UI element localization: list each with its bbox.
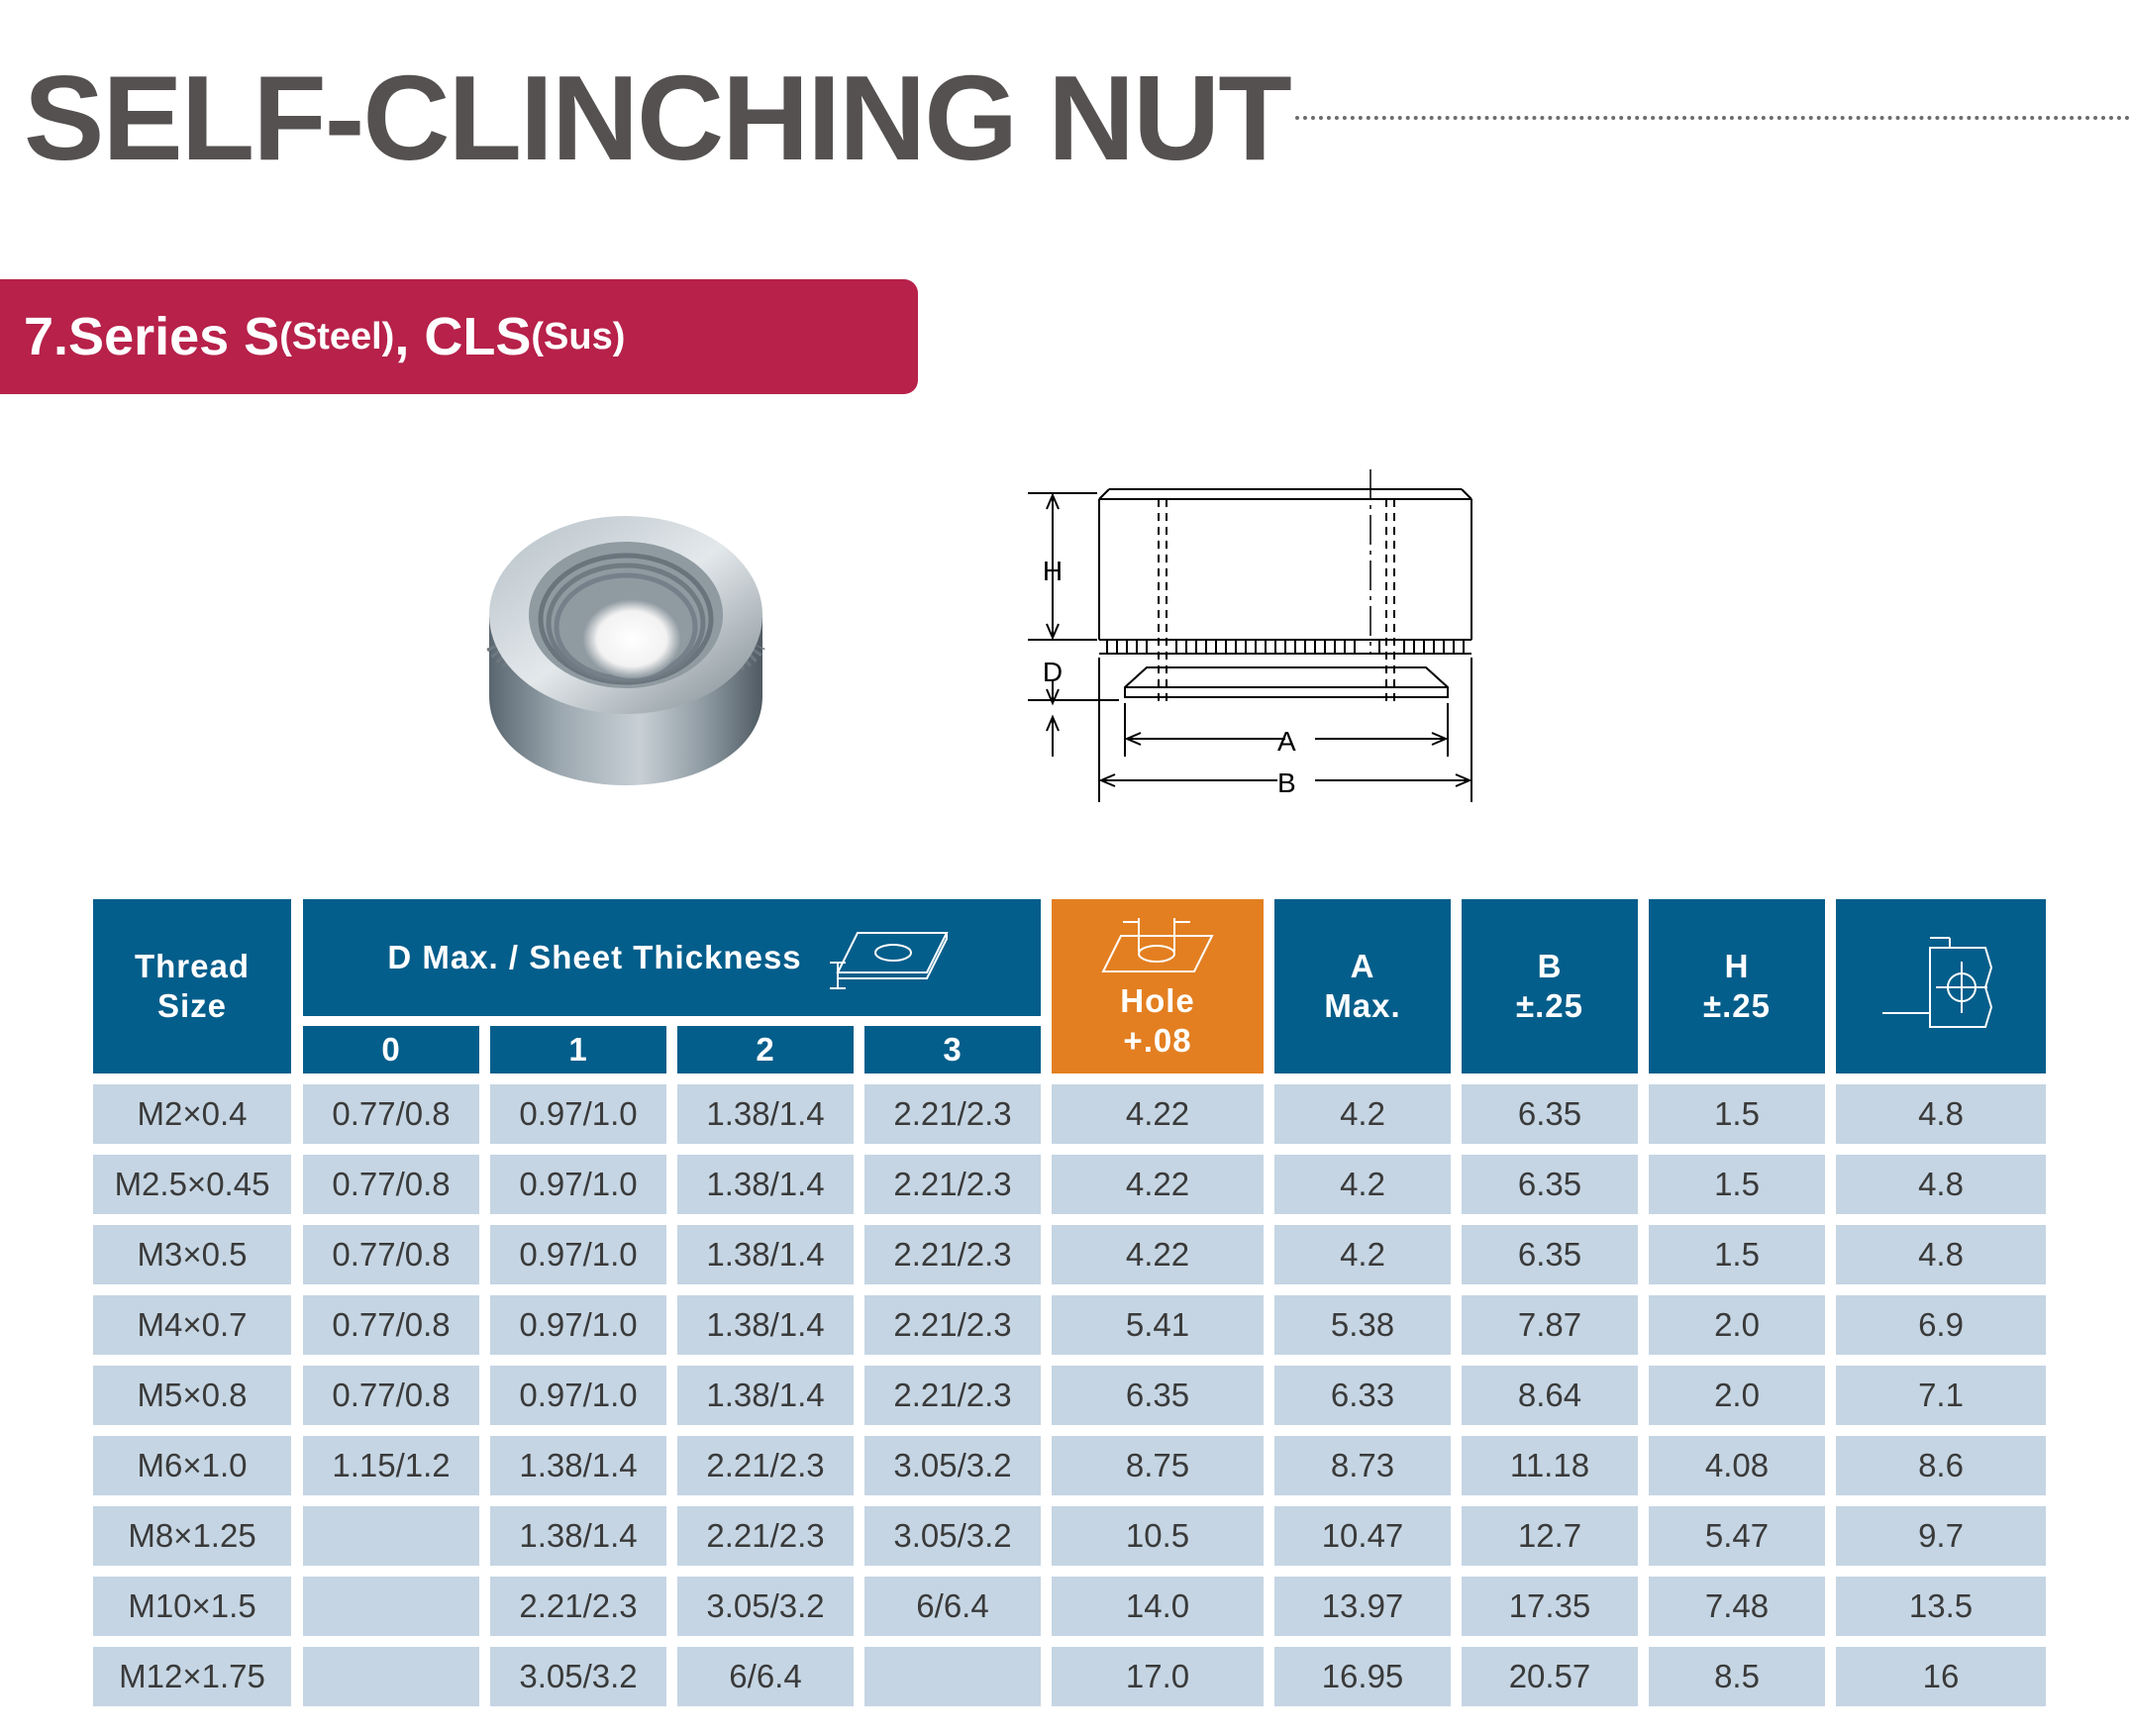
cell-thread-size: M4×0.7 bbox=[93, 1295, 291, 1355]
header-b-line1: B bbox=[1537, 948, 1563, 985]
cell-thread-size: M5×0.8 bbox=[93, 1366, 291, 1425]
cell-thread-size: M2×0.4 bbox=[93, 1084, 291, 1144]
cell-h: 4.08 bbox=[1649, 1436, 1825, 1495]
cell-h: 2.0 bbox=[1649, 1295, 1825, 1355]
cell-dmax-3: 2.21/2.3 bbox=[864, 1225, 1041, 1284]
cell-h: 7.48 bbox=[1649, 1577, 1825, 1636]
header-thread-line1: Thread bbox=[134, 948, 251, 985]
cell-dmax-3: 2.21/2.3 bbox=[864, 1295, 1041, 1355]
cell-dmax-1: 0.97/1.0 bbox=[490, 1295, 666, 1355]
cell-dmax-1: 3.05/3.2 bbox=[490, 1647, 666, 1706]
section-banner bbox=[0, 279, 918, 394]
header-code-0: 0 bbox=[303, 1026, 479, 1073]
cell-hole: 10.5 bbox=[1052, 1506, 1264, 1566]
cell-thread-size: M8×1.25 bbox=[93, 1506, 291, 1566]
cell-dmax-1: 0.97/1.0 bbox=[490, 1366, 666, 1425]
cell-hole: 17.0 bbox=[1052, 1647, 1264, 1706]
cell-h: 8.5 bbox=[1649, 1647, 1825, 1706]
header-thread-size bbox=[93, 899, 291, 1073]
cell-dmax-1: 2.21/2.3 bbox=[490, 1577, 666, 1636]
cell-b: 8.64 bbox=[1462, 1366, 1638, 1425]
cell-a-max: 16.95 bbox=[1274, 1647, 1451, 1706]
header-dmax-label: D Max. / Sheet Thickness bbox=[387, 939, 802, 976]
cell-dmax-2: 2.21/2.3 bbox=[677, 1436, 854, 1495]
cell-a-max: 4.2 bbox=[1274, 1084, 1451, 1144]
cell-dmax-1: 0.97/1.0 bbox=[490, 1084, 666, 1144]
section-steel-note: (Steel) bbox=[279, 315, 395, 357]
cell-dmax-0: 1.15/1.2 bbox=[303, 1436, 479, 1495]
cell-hole: 4.22 bbox=[1052, 1155, 1264, 1214]
cell-dmax-2: 6/6.4 bbox=[677, 1647, 854, 1706]
cell-dmax-0 bbox=[303, 1577, 479, 1636]
cell-dmax-0: 0.77/0.8 bbox=[303, 1225, 479, 1284]
cell-thread-size: M3×0.5 bbox=[93, 1225, 291, 1284]
cell-b: 6.35 bbox=[1462, 1155, 1638, 1214]
cell-dmax-2: 1.38/1.4 bbox=[677, 1225, 854, 1284]
cell-b: 11.18 bbox=[1462, 1436, 1638, 1495]
label-d: D bbox=[1042, 657, 1064, 687]
header-a-max bbox=[1274, 899, 1451, 1073]
cell-b: 6.35 bbox=[1462, 1225, 1638, 1284]
cell-dmax-3: 3.05/3.2 bbox=[864, 1506, 1041, 1566]
cell-a-max: 10.47 bbox=[1274, 1506, 1451, 1566]
cell-b: 12.7 bbox=[1462, 1506, 1638, 1566]
cell-dmax-0 bbox=[303, 1647, 479, 1706]
cell-h: 2.0 bbox=[1649, 1366, 1825, 1425]
mounting-hole-icon bbox=[1093, 912, 1222, 981]
cell-h: 1.5 bbox=[1649, 1225, 1825, 1284]
header-h-line2: ±.25 bbox=[1703, 987, 1771, 1024]
cell-edge-distance: 16 bbox=[1836, 1647, 2046, 1706]
cell-dmax-3: 2.21/2.3 bbox=[864, 1366, 1041, 1425]
cell-dmax-2: 1.38/1.4 bbox=[677, 1084, 854, 1144]
header-hole bbox=[1052, 899, 1264, 1073]
cell-dmax-0 bbox=[303, 1506, 479, 1566]
cell-dmax-2: 2.21/2.3 bbox=[677, 1506, 854, 1566]
cell-dmax-2: 1.38/1.4 bbox=[677, 1295, 854, 1355]
section-separator: , CLS bbox=[394, 307, 532, 366]
cell-hole: 8.75 bbox=[1052, 1436, 1264, 1495]
cell-dmax-0: 0.77/0.8 bbox=[303, 1155, 479, 1214]
cell-edge-distance: 4.8 bbox=[1836, 1155, 2046, 1214]
header-b-line2: ±.25 bbox=[1516, 987, 1583, 1024]
cell-dmax-3 bbox=[864, 1647, 1041, 1706]
min-edge-distance-icon bbox=[1876, 932, 2005, 1041]
sheet-thickness-icon bbox=[828, 923, 957, 992]
header-h bbox=[1649, 899, 1825, 1073]
cell-dmax-0: 0.77/0.8 bbox=[303, 1295, 479, 1355]
cell-edge-distance: 13.5 bbox=[1836, 1577, 2046, 1636]
header-hole-line1: Hole bbox=[1120, 982, 1195, 1020]
cell-edge-distance: 4.8 bbox=[1836, 1225, 2046, 1284]
dimension-drawing bbox=[1018, 469, 1489, 808]
cell-dmax-2: 3.05/3.2 bbox=[677, 1577, 854, 1636]
header-a-line1: A bbox=[1350, 948, 1375, 985]
cell-dmax-3: 3.05/3.2 bbox=[864, 1436, 1041, 1495]
header-code-1: 1 bbox=[490, 1026, 666, 1073]
cell-dmax-0: 0.77/0.8 bbox=[303, 1084, 479, 1144]
cell-b: 20.57 bbox=[1462, 1647, 1638, 1706]
cell-edge-distance: 8.6 bbox=[1836, 1436, 2046, 1495]
page-title: SELF-CLINCHING NUT bbox=[24, 51, 1290, 185]
cell-a-max: 13.97 bbox=[1274, 1577, 1451, 1636]
cell-dmax-2: 1.38/1.4 bbox=[677, 1366, 854, 1425]
cell-a-max: 5.38 bbox=[1274, 1295, 1451, 1355]
header-code-2: 2 bbox=[677, 1026, 854, 1073]
header-code-3: 3 bbox=[864, 1026, 1041, 1073]
cell-a-max: 6.33 bbox=[1274, 1366, 1451, 1425]
header-dmax-sheet bbox=[303, 899, 1041, 1016]
cell-edge-distance: 6.9 bbox=[1836, 1295, 2046, 1355]
label-a: A bbox=[1277, 726, 1296, 757]
nut-photo bbox=[483, 498, 768, 789]
label-b: B bbox=[1277, 767, 1296, 798]
cell-a-max: 4.2 bbox=[1274, 1225, 1451, 1284]
cell-dmax-3: 2.21/2.3 bbox=[864, 1155, 1041, 1214]
header-b bbox=[1462, 899, 1638, 1073]
cell-b: 6.35 bbox=[1462, 1084, 1638, 1144]
cell-thread-size: M12×1.75 bbox=[93, 1647, 291, 1706]
header-thread-line2: Size bbox=[156, 987, 228, 1024]
title-dotted-rule bbox=[1295, 116, 2130, 120]
cell-b: 7.87 bbox=[1462, 1295, 1638, 1355]
cell-edge-distance: 4.8 bbox=[1836, 1084, 2046, 1144]
cell-dmax-3: 2.21/2.3 bbox=[864, 1084, 1041, 1144]
cell-a-max: 8.73 bbox=[1274, 1436, 1451, 1495]
section-number: 7. bbox=[24, 307, 69, 366]
cell-h: 1.5 bbox=[1649, 1084, 1825, 1144]
cell-dmax-1: 0.97/1.0 bbox=[490, 1155, 666, 1214]
cell-h: 5.47 bbox=[1649, 1506, 1825, 1566]
header-edge-distance bbox=[1836, 899, 2046, 1073]
cell-thread-size: M10×1.5 bbox=[93, 1577, 291, 1636]
cell-dmax-1: 0.97/1.0 bbox=[490, 1225, 666, 1284]
cell-dmax-1: 1.38/1.4 bbox=[490, 1436, 666, 1495]
cell-a-max: 4.2 bbox=[1274, 1155, 1451, 1214]
cell-h: 1.5 bbox=[1649, 1155, 1825, 1214]
cell-hole: 14.0 bbox=[1052, 1577, 1264, 1636]
cell-dmax-3: 6/6.4 bbox=[864, 1577, 1041, 1636]
label-h: H bbox=[1042, 556, 1064, 586]
header-h-line1: H bbox=[1724, 948, 1750, 985]
cell-dmax-2: 1.38/1.4 bbox=[677, 1155, 854, 1214]
cell-hole: 5.41 bbox=[1052, 1295, 1264, 1355]
cell-dmax-0: 0.77/0.8 bbox=[303, 1366, 479, 1425]
header-a-line2: Max. bbox=[1324, 987, 1401, 1024]
cell-thread-size: M2.5×0.45 bbox=[93, 1155, 291, 1214]
cell-dmax-1: 1.38/1.4 bbox=[490, 1506, 666, 1566]
cell-edge-distance: 7.1 bbox=[1836, 1366, 2046, 1425]
cell-edge-distance: 9.7 bbox=[1836, 1506, 2046, 1566]
cell-hole: 4.22 bbox=[1052, 1084, 1264, 1144]
cell-hole: 6.35 bbox=[1052, 1366, 1264, 1425]
cell-hole: 4.22 bbox=[1052, 1225, 1264, 1284]
cell-thread-size: M6×1.0 bbox=[93, 1436, 291, 1495]
cell-b: 17.35 bbox=[1462, 1577, 1638, 1636]
header-hole-line2: +.08 bbox=[1123, 1022, 1192, 1059]
section-sus-note: (Sus) bbox=[531, 315, 626, 357]
section-series-label: Series S bbox=[68, 307, 280, 366]
